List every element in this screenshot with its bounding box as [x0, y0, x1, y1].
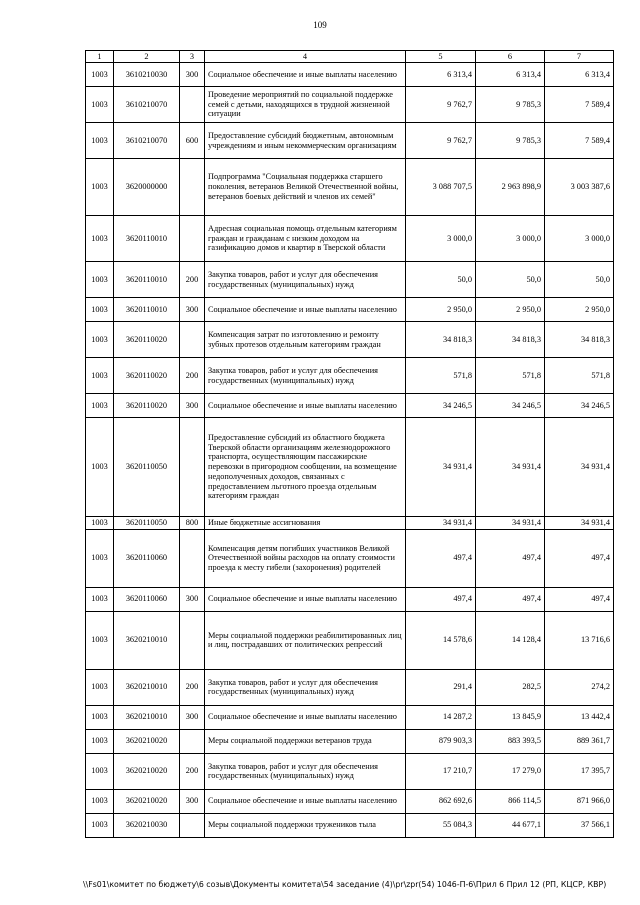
section-code-cell: 1003 [86, 322, 114, 358]
amount-col5-cell: 3 088 707,5 [406, 159, 476, 216]
table-row [86, 813, 614, 837]
amount-col5-cell: 879 903,3 [406, 729, 476, 753]
item-name-cell: Адресная социальная помощь отдельным категориям граждан и гражданам с низким доходом на газификацию домов и квартир в Тверской области [205, 216, 406, 262]
amount-col5-cell: 14 578,6 [406, 611, 476, 669]
amount-col6-cell: 497,4 [476, 529, 545, 587]
table-row [86, 587, 614, 611]
amount-col5-cell: 497,4 [406, 529, 476, 587]
amount-col6-cell: 2 963 898,9 [476, 159, 545, 216]
amount-col7-cell: 3 003 387,6 [545, 159, 614, 216]
column-header-1: 1 [86, 51, 114, 63]
amount-col5-cell: 14 287,2 [406, 705, 476, 729]
expense-type-cell: 800 [180, 517, 205, 530]
target-code-cell: 3620110020 [114, 322, 180, 358]
amount-col6-cell: 17 279,0 [476, 753, 545, 789]
item-name-cell: Предоставление субсидий из областного бюджета Тверской области организациям железнодорожного транспорта, осуществляющим пассажирские перевозки в пригородном сообщении, на возмещение недополученных доходов, связанных с предоставлением льготного проезда отдельным категориям граждан [205, 418, 406, 517]
section-code-cell: 1003 [86, 87, 114, 123]
target-code-cell: 3620210020 [114, 753, 180, 789]
amount-col5-cell: 3 000,0 [406, 216, 476, 262]
amount-col7-cell: 6 313,4 [545, 63, 614, 87]
amount-col7-cell: 889 361,7 [545, 729, 614, 753]
expense-type-cell: 200 [180, 753, 205, 789]
amount-col6-cell: 866 114,5 [476, 789, 545, 813]
column-header-5: 5 [406, 51, 476, 63]
item-name-cell: Закупка товаров, работ и услуг для обеспечения государственных (муниципальных) нужд [205, 262, 406, 298]
expense-type-cell: 300 [180, 789, 205, 813]
amount-col6-cell: 9 785,3 [476, 87, 545, 123]
expense-type-cell: 300 [180, 394, 205, 418]
amount-col6-cell: 2 950,0 [476, 298, 545, 322]
section-code-cell: 1003 [86, 753, 114, 789]
amount-col7-cell: 37 566,1 [545, 813, 614, 837]
expense-type-cell: 300 [180, 63, 205, 87]
table-row [86, 705, 614, 729]
item-name-cell: Закупка товаров, работ и услуг для обеспечения государственных (муниципальных) нужд [205, 753, 406, 789]
amount-col5-cell: 17 210,7 [406, 753, 476, 789]
amount-col6-cell: 44 677,1 [476, 813, 545, 837]
item-name-cell: Проведение мероприятий по социальной поддержке семей с детьми, находящихся в трудной жизненной ситуации [205, 87, 406, 123]
item-name-cell: Социальное обеспечение и иные выплаты населению [205, 394, 406, 418]
item-name-cell: Социальное обеспечение и иные выплаты населению [205, 789, 406, 813]
amount-col6-cell: 34 931,4 [476, 517, 545, 530]
table-body [86, 63, 614, 838]
table-row [86, 753, 614, 789]
table-row [86, 611, 614, 669]
table-row [86, 729, 614, 753]
item-name-cell: Социальное обеспечение и иные выплаты населению [205, 705, 406, 729]
amount-col6-cell: 6 313,4 [476, 63, 545, 87]
table-row [86, 669, 614, 705]
target-code-cell: 3620110050 [114, 517, 180, 530]
target-code-cell: 3620210010 [114, 669, 180, 705]
footer-file-path: \\Fs01\комитет по бюджету\6 созыв\Документы комитета\54 заседание (4)\pr\zpr(54) 1046-П-6\Прил 6 Прил 12 (РП, КЦСР, КВР) [83, 880, 607, 889]
budget-table [85, 50, 614, 838]
expense-type-cell [180, 529, 205, 587]
item-name-cell: Социальное обеспечение и иные выплаты населению [205, 298, 406, 322]
expense-type-cell: 200 [180, 358, 205, 394]
section-code-cell: 1003 [86, 705, 114, 729]
table-row [86, 418, 614, 517]
table-row [86, 123, 614, 159]
section-code-cell: 1003 [86, 358, 114, 394]
table-row [86, 529, 614, 587]
column-header-6: 6 [476, 51, 545, 63]
section-code-cell: 1003 [86, 63, 114, 87]
amount-col6-cell: 34 818,3 [476, 322, 545, 358]
column-header-7: 7 [545, 51, 614, 63]
amount-col6-cell: 50,0 [476, 262, 545, 298]
table-header-row [86, 51, 614, 63]
amount-col5-cell: 34 931,4 [406, 418, 476, 517]
target-code-cell: 3620210020 [114, 789, 180, 813]
section-code-cell: 1003 [86, 611, 114, 669]
section-code-cell: 1003 [86, 123, 114, 159]
amount-col5-cell: 34 818,3 [406, 322, 476, 358]
item-name-cell: Подпрограмма "Социальная поддержка старшего поколения, ветеранов Великой Отечественной войны, ветеранов боевых действий и членов их семей" [205, 159, 406, 216]
target-code-cell: 3620210030 [114, 813, 180, 837]
expense-type-cell: 200 [180, 262, 205, 298]
section-code-cell: 1003 [86, 729, 114, 753]
expense-type-cell [180, 216, 205, 262]
amount-col7-cell: 34 246,5 [545, 394, 614, 418]
expense-type-cell [180, 87, 205, 123]
item-name-cell: Закупка товаров, работ и услуг для обеспечения государственных (муниципальных) нужд [205, 669, 406, 705]
amount-col5-cell: 6 313,4 [406, 63, 476, 87]
section-code-cell: 1003 [86, 587, 114, 611]
expense-type-cell: 300 [180, 298, 205, 322]
expense-type-cell [180, 159, 205, 216]
amount-col5-cell: 862 692,6 [406, 789, 476, 813]
table-row [86, 394, 614, 418]
column-header-2: 2 [114, 51, 180, 63]
amount-col5-cell: 2 950,0 [406, 298, 476, 322]
amount-col6-cell: 282,5 [476, 669, 545, 705]
target-code-cell: 3620110060 [114, 529, 180, 587]
amount-col7-cell: 13 716,6 [545, 611, 614, 669]
section-code-cell: 1003 [86, 159, 114, 216]
amount-col5-cell: 9 762,7 [406, 123, 476, 159]
amount-col6-cell: 13 845,9 [476, 705, 545, 729]
amount-col7-cell: 2 950,0 [545, 298, 614, 322]
amount-col7-cell: 13 442,4 [545, 705, 614, 729]
target-code-cell: 3610210070 [114, 123, 180, 159]
amount-col7-cell: 497,4 [545, 587, 614, 611]
target-code-cell: 3620110010 [114, 262, 180, 298]
section-code-cell: 1003 [86, 418, 114, 517]
amount-col5-cell: 291,4 [406, 669, 476, 705]
amount-col6-cell: 14 128,4 [476, 611, 545, 669]
expense-type-cell [180, 322, 205, 358]
expense-type-cell: 300 [180, 587, 205, 611]
expense-type-cell [180, 813, 205, 837]
expense-type-cell [180, 729, 205, 753]
item-name-cell: Компенсация затрат по изготовлению и ремонту зубных протезов отдельным категориям граждан [205, 322, 406, 358]
amount-col7-cell: 50,0 [545, 262, 614, 298]
target-code-cell: 3620210010 [114, 611, 180, 669]
target-code-cell: 3620000000 [114, 159, 180, 216]
amount-col7-cell: 871 966,0 [545, 789, 614, 813]
target-code-cell: 3620110060 [114, 587, 180, 611]
item-name-cell: Меры социальной поддержки реабилитированных лиц и лиц, пострадавших от политических репрессий [205, 611, 406, 669]
item-name-cell: Меры социальной поддержки тружеников тыла [205, 813, 406, 837]
amount-col7-cell: 274,2 [545, 669, 614, 705]
section-code-cell: 1003 [86, 517, 114, 530]
expense-type-cell: 600 [180, 123, 205, 159]
column-header-3: 3 [180, 51, 205, 63]
target-code-cell: 3610210070 [114, 87, 180, 123]
target-code-cell: 3620110010 [114, 216, 180, 262]
amount-col7-cell: 497,4 [545, 529, 614, 587]
target-code-cell: 3620210010 [114, 705, 180, 729]
expense-type-cell [180, 418, 205, 517]
table-row [86, 789, 614, 813]
section-code-cell: 1003 [86, 529, 114, 587]
table-row [86, 262, 614, 298]
table-row [86, 87, 614, 123]
amount-col7-cell: 34 818,3 [545, 322, 614, 358]
section-code-cell: 1003 [86, 669, 114, 705]
amount-col5-cell: 50,0 [406, 262, 476, 298]
expense-type-cell: 300 [180, 705, 205, 729]
item-name-cell: Закупка товаров, работ и услуг для обеспечения государственных (муниципальных) нужд [205, 358, 406, 394]
amount-col5-cell: 34 931,4 [406, 517, 476, 530]
amount-col7-cell: 7 589,4 [545, 87, 614, 123]
amount-col6-cell: 9 785,3 [476, 123, 545, 159]
section-code-cell: 1003 [86, 216, 114, 262]
target-code-cell: 3610210030 [114, 63, 180, 87]
target-code-cell: 3620110050 [114, 418, 180, 517]
amount-col6-cell: 3 000,0 [476, 216, 545, 262]
item-name-cell: Предоставление субсидий бюджетным, автономным учреждениям и иным некоммерческим организациям [205, 123, 406, 159]
item-name-cell: Социальное обеспечение и иные выплаты населению [205, 63, 406, 87]
table-row [86, 322, 614, 358]
target-code-cell: 3620110010 [114, 298, 180, 322]
table-row [86, 298, 614, 322]
amount-col7-cell: 3 000,0 [545, 216, 614, 262]
amount-col7-cell: 571,8 [545, 358, 614, 394]
item-name-cell: Компенсация детям погибших участников Великой Отечественной войны расходов на оплату стоимости проезда к месту гибели (захоронения) родителей [205, 529, 406, 587]
target-code-cell: 3620110020 [114, 358, 180, 394]
section-code-cell: 1003 [86, 789, 114, 813]
expense-type-cell: 200 [180, 669, 205, 705]
amount-col6-cell: 497,4 [476, 587, 545, 611]
amount-col5-cell: 497,4 [406, 587, 476, 611]
item-name-cell: Меры социальной поддержки ветеранов труда [205, 729, 406, 753]
table-row [86, 63, 614, 87]
expense-type-cell [180, 611, 205, 669]
amount-col5-cell: 55 084,3 [406, 813, 476, 837]
section-code-cell: 1003 [86, 813, 114, 837]
target-code-cell: 3620110020 [114, 394, 180, 418]
table-row [86, 517, 614, 530]
amount-col6-cell: 34 246,5 [476, 394, 545, 418]
item-name-cell: Социальное обеспечение и иные выплаты населению [205, 587, 406, 611]
amount-col7-cell: 34 931,4 [545, 418, 614, 517]
table-row [86, 159, 614, 216]
amount-col5-cell: 9 762,7 [406, 87, 476, 123]
amount-col6-cell: 883 393,5 [476, 729, 545, 753]
section-code-cell: 1003 [86, 298, 114, 322]
column-header-4: 4 [205, 51, 406, 63]
section-code-cell: 1003 [86, 394, 114, 418]
page-number: 109 [313, 20, 327, 30]
section-code-cell: 1003 [86, 262, 114, 298]
item-name-cell: Иные бюджетные ассигнования [205, 517, 406, 530]
table-row [86, 358, 614, 394]
amount-col7-cell: 17 395,7 [545, 753, 614, 789]
amount-col5-cell: 571,8 [406, 358, 476, 394]
table-row [86, 216, 614, 262]
amount-col6-cell: 34 931,4 [476, 418, 545, 517]
amount-col7-cell: 7 589,4 [545, 123, 614, 159]
amount-col7-cell: 34 931,4 [545, 517, 614, 530]
amount-col6-cell: 571,8 [476, 358, 545, 394]
target-code-cell: 3620210020 [114, 729, 180, 753]
amount-col5-cell: 34 246,5 [406, 394, 476, 418]
